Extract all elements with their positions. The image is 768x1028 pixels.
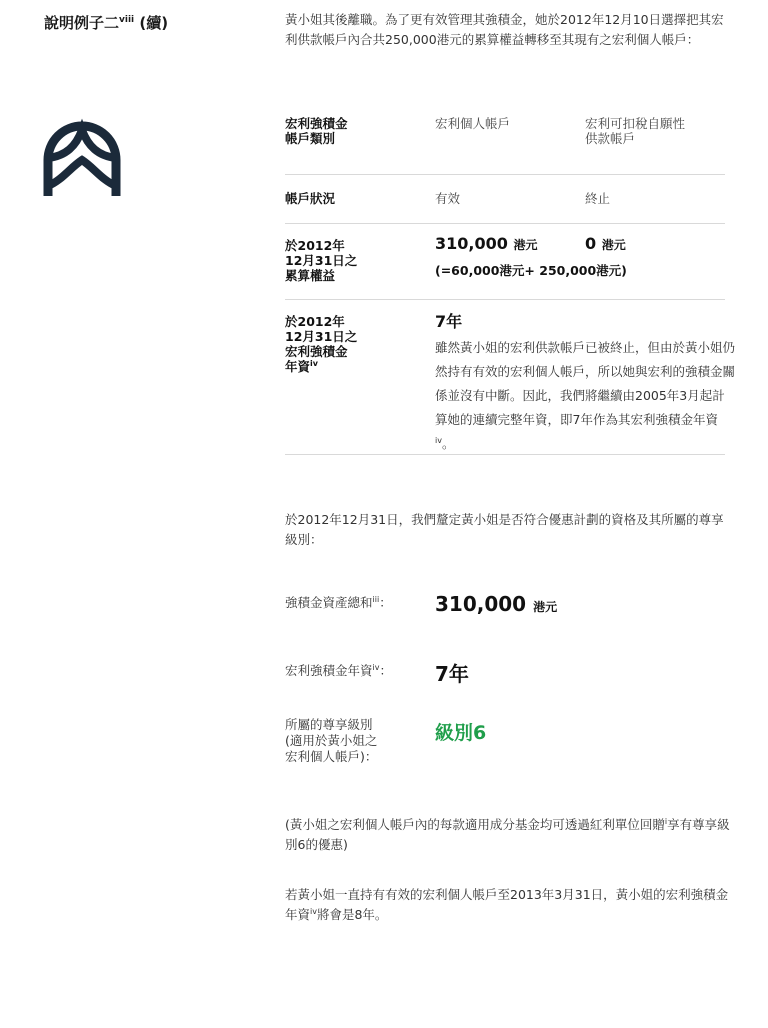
future-years-note: 若黃小姐一直持有有效的宏利個人帳戶至2013年3月31日，黃小姐的宏利強積金年資$^{iv}$將會是8年。: [285, 887, 729, 922]
benefits-col2: 0 港元: [585, 234, 626, 253]
years-label: 於2012年 12月31日之 宏利強積金 年資$^{iv}$: [285, 314, 358, 374]
header-col2: 宏利可扣稅自願性 供款帳戶: [585, 116, 686, 146]
header-col1: 宏利個人帳戶: [435, 116, 511, 131]
mpf-years-label: 宏利強積金年資$^{iv}$：: [285, 662, 392, 678]
header-label: 宏利強積金 帳戶類別: [285, 116, 348, 146]
assets-value: 310,000 港元: [435, 592, 558, 616]
tier-label: 所屬的尊享級別 (適用於黃小姐之 宏利個人帳戶)：: [285, 717, 378, 764]
years-value: 7年: [435, 312, 463, 331]
status-col1: 有效: [435, 191, 461, 206]
mpf-years-value: 7年: [435, 662, 469, 686]
years-description: 雖然黃小姐的宏利供款帳戶已被終止，但由於黃小姐仍然持有有效的宏利個人帳戶，所以她與宏利的強積金關係並沒有中斷。因此，我們將繼續由2005年3月起計算她的連續完整年資，即7年作為其宏利強積金年資$^{iv}$。: [435, 340, 736, 451]
manulife-logo-icon: [40, 116, 124, 200]
status-col2: 終止: [585, 191, 611, 206]
tier-value: 級別6: [435, 722, 487, 744]
benefits-col1: 310,000 港元 (=60,000港元+ 250,000港元): [435, 234, 627, 278]
table-row-years: [285, 300, 736, 455]
table-row-status: [285, 175, 725, 224]
status-label: 帳戶狀況: [285, 191, 336, 206]
assessment-paragraph: 於2012年12月31日，我們釐定黃小姐是否符合優惠計劃的資格及其所屬的尊享級別：: [285, 512, 724, 547]
table-row-benefits: [285, 224, 725, 300]
benefits-label: 於2012年 12月31日之 累算權益: [285, 238, 358, 283]
section-title: 說明例子二$^{viii}$ (續): [44, 14, 169, 32]
table-header-row: [285, 100, 725, 175]
bonus-note: (黃小姐之宏利個人帳戶內的每款適用成分基金均可透過紅利單位回贈$^i$享有尊享級別6的優惠): [285, 816, 730, 852]
assets-label: 強積金資產總和$^{iii}$：: [285, 594, 392, 610]
intro-paragraph: 黃小姐其後離職。為了更有效管理其強積金，她於2012年12月10日選擇把其宏利供款帳戶內合共250,000港元的累算權益轉移至其現有之宏利個人帳戶：: [285, 12, 724, 47]
